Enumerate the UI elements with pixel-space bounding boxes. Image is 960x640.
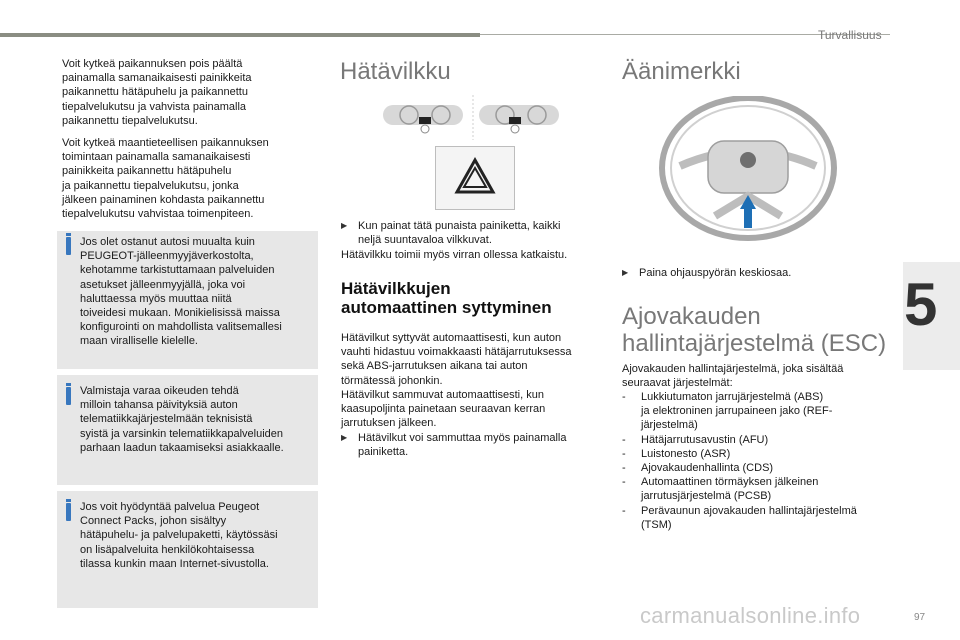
- text-line: telematiikkajärjestelmään teknisistä: [80, 413, 253, 426]
- text-line: seuraavat järjestelmät:: [622, 377, 733, 390]
- arrow-bullet-icon: ▶: [622, 268, 629, 277]
- dash-bullet: -: [622, 462, 626, 475]
- list-item: [622, 433, 857, 447]
- text-line: törmätessä johonkin.: [341, 374, 443, 387]
- section-title: Turvallisuus: [818, 28, 882, 42]
- dash-bullet: -: [622, 391, 626, 403]
- list-item: [622, 475, 857, 503]
- text-line: (TSM): [641, 518, 672, 531]
- text-line: Ajovakaudenhallinta (CDS): [641, 462, 774, 475]
- text-line: Jos olet ostanut autosi muualta kuin: [80, 236, 255, 248]
- text-line: Paina ohjauspyörän keskiosaa.: [639, 267, 792, 279]
- hazard-warning-icon: [435, 146, 515, 210]
- text-line: toimintaan painamalla samanaikaisesti: [62, 151, 251, 164]
- dash-bullet: -: [622, 433, 626, 446]
- info-box-dealer: [57, 231, 318, 369]
- text-line: Hätävilkut syttyvät automaattisesti, kun auton: [341, 332, 562, 344]
- dash-bullet: -: [622, 447, 626, 460]
- text-line: kaasupoljinta painetaan seuraavan kerran: [341, 403, 546, 416]
- text-line: painamalla samanaikaisesti painikkeita: [62, 72, 252, 85]
- text-line: Valmistaja varaa oikeuden tehdä: [80, 385, 239, 397]
- text-line: tiepalvelukutsu ja vahvista painamalla: [62, 100, 247, 113]
- text-line: jälkeen painaminen kohdasta paikannettu: [62, 193, 265, 206]
- arrow-bullet-icon: ▶: [341, 433, 348, 442]
- info-icon: [66, 237, 71, 255]
- paragraph-disable-location: [62, 57, 252, 128]
- text-line: paikannettu hätäpuhelu ja paikannettu: [62, 86, 248, 99]
- info-icon: [66, 503, 71, 521]
- text-line: asetukset jälleenmyyjällä, joka voi: [80, 278, 246, 291]
- list-item-hazard-off: [341, 431, 566, 459]
- text-line: Hätävilkut sammuvat automaattisesti, kun: [341, 388, 544, 401]
- text-line: maan viralliselle kielelle.: [80, 335, 198, 348]
- text-line: painiketta.: [358, 446, 409, 459]
- text-line: haluttaessa myös muuttaa niitä: [80, 292, 232, 305]
- arrow-bullet-icon: ▶: [341, 221, 348, 230]
- text-line: milloin tahansa päivityksiä auton: [80, 399, 238, 412]
- text-line: toiveidesi mukaan. Monikielisissä maissa: [80, 307, 280, 320]
- text-line: parhaan laadun takaamiseksi asiakkaalle.: [80, 441, 284, 454]
- title-line: hallintajärjestelmä (ESC): [622, 330, 887, 357]
- text-line: Perävaunun ajovakauden hallintajärjestelmä: [641, 504, 857, 517]
- text-line: Ajovakauden hallintajärjestelmä, joka sisältää: [622, 363, 844, 375]
- text-line: tilassa kunkin maan Internet-sivustolla.: [80, 557, 269, 570]
- text-line: Lukkiutumaton jarrujärjestelmä (ABS): [641, 391, 824, 403]
- section-title-esc: [622, 303, 886, 357]
- text-line: vauhti hidastuu voimakkaasti hätäjarrutuksessa: [341, 346, 572, 359]
- text-line: ja paikannettu tiepalvelukutsu, jonka: [62, 179, 239, 192]
- list-item: [622, 447, 857, 461]
- text-line: ja elektroninen jarrupaineen jako (REF-: [641, 405, 833, 418]
- text-line: Voit kytkeä maantieteellisen paikannuksen: [62, 137, 269, 149]
- section-title-hazard: Hätävilkku: [340, 58, 451, 85]
- text-line: syistä ja varsinkin telematiikkapalveluiden: [80, 427, 283, 440]
- info-box-manufacturer: [57, 375, 318, 485]
- info-text: [80, 235, 282, 349]
- text-line: Kun painat tätä punaista painiketta, kaikki: [358, 220, 561, 232]
- text-line: tiepalvelukutsu vahvistaa toimenpiteen.: [62, 208, 254, 221]
- steering-wheel-horn-icon: [655, 96, 841, 246]
- text-line: Jos voit hyödyntää palvelua Peugeot: [80, 501, 260, 513]
- info-box-connect-packs: [57, 491, 318, 608]
- list-item-hazard-press: [341, 219, 560, 247]
- paragraph-enable-location: [62, 136, 269, 221]
- text-line: jarrutuksen jälkeen.: [341, 417, 437, 430]
- paragraph-esc-intro: [622, 362, 843, 390]
- watermark: carmanualsonline.info: [640, 603, 861, 628]
- title-line: automaattinen syttyminen: [341, 298, 552, 317]
- text-line: Hätäjarrutusavustin (AFU): [641, 433, 769, 446]
- note-hazard: Hätävilkku toimii myös virran ollessa katkaistu.: [341, 249, 568, 261]
- info-icon: [66, 387, 71, 405]
- page-number: 97: [914, 612, 926, 623]
- esc-systems-list: [622, 390, 857, 532]
- info-text: [80, 384, 284, 455]
- list-item-horn-press: [622, 266, 791, 280]
- header-bar: [0, 33, 480, 37]
- paragraph-auto-hazard: [341, 331, 572, 430]
- list-item: [622, 504, 857, 532]
- list-item: [622, 390, 857, 433]
- dash-bullet: -: [622, 476, 626, 489]
- text-line: paikannettu tiepalvelukutsu.: [62, 114, 198, 127]
- title-line: Hätävilkkujen: [341, 279, 451, 298]
- text-line: painikkeita paikannettu hätäpuhelu: [62, 165, 232, 178]
- chapter-number: 5: [904, 271, 938, 338]
- info-text: [80, 500, 278, 571]
- text-line: hätäpuhelu- ja palvelupaketti, käytössäsi: [80, 529, 278, 542]
- list-item: [622, 461, 857, 475]
- title-line: Ajovakauden: [622, 303, 761, 330]
- text-line: PEUGEOT-jälleenmyyjäverkostolta,: [80, 250, 254, 263]
- text-line: Voit kytkeä paikannuksen pois päältä: [62, 58, 243, 70]
- text-line: Automaattinen törmäyksen jälkeinen: [641, 476, 819, 489]
- text-line: Luistonesto (ASR): [641, 447, 731, 460]
- text-line: järjestelmä): [641, 419, 698, 432]
- text-line: konfigurointi on mahdollista valitsemallesi: [80, 321, 282, 334]
- subtitle-auto-hazard: [341, 279, 552, 317]
- dash-bullet: -: [622, 504, 626, 517]
- text-line: on lisäpalveluita henkilökohtaisessa: [80, 543, 255, 556]
- dashboard-console-image: [383, 95, 563, 140]
- text-line: neljä suuntavaloa vilkkuvat.: [358, 234, 492, 247]
- text-line: sekä ABS-jarrutuksen aikana tai auton: [341, 360, 528, 373]
- section-title-horn: Äänimerkki: [622, 58, 741, 85]
- text-line: Hätävilkut voi sammuttaa myös painamalla: [358, 432, 567, 444]
- text-line: jarrutusjärjestelmä (PCSB): [641, 490, 772, 503]
- text-line: kehotamme tarkistuttamaan palveluiden: [80, 264, 275, 277]
- text-line: Connect Packs, johon sisältyy: [80, 515, 227, 528]
